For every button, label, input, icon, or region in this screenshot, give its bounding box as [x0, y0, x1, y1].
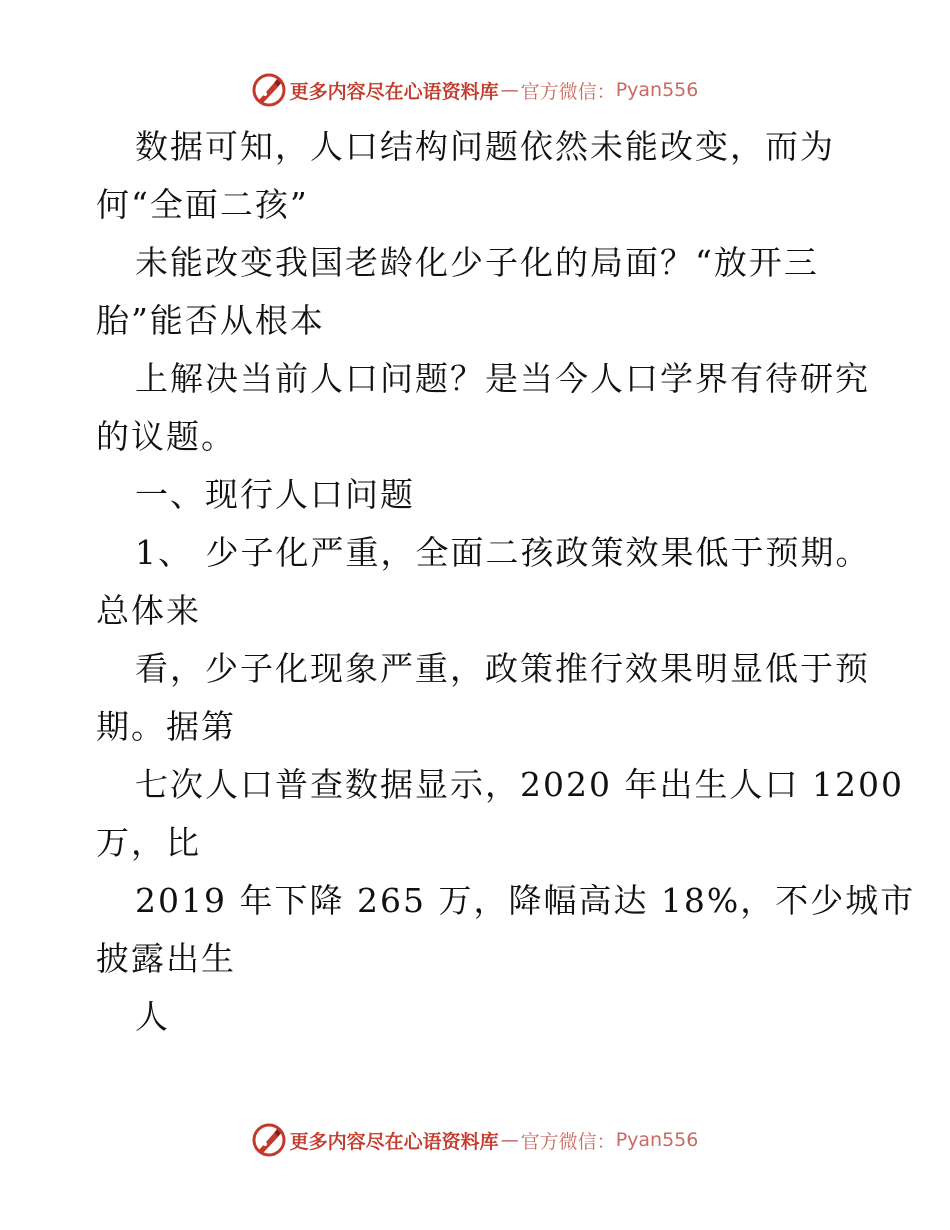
text-line: 万，比	[96, 823, 201, 862]
header-watermark	[0, 70, 950, 110]
section-heading: 一、现行人口问题	[135, 475, 415, 514]
text-line: 胎”能否从根本	[96, 301, 325, 340]
text-line: 期。据第	[96, 707, 236, 746]
text-line: 人	[135, 997, 170, 1036]
watermark-id: Pyan556	[615, 1129, 699, 1151]
watermark-label: 官方微信：	[520, 80, 616, 103]
text-line: 七次人口普查数据显示，2020 年出生人口 1200	[135, 765, 904, 804]
document-body	[96, 118, 916, 1046]
text-line: 上解决当前人口问题？是当今人口学界有待研究	[135, 359, 870, 398]
watermark	[252, 73, 699, 107]
watermark-id: Pyan556	[615, 79, 699, 101]
footer-watermark	[0, 1120, 950, 1160]
pen-logo-icon	[252, 1123, 286, 1157]
pen-logo-icon	[252, 73, 286, 107]
watermark	[252, 1123, 699, 1157]
watermark-dash: —	[500, 79, 519, 101]
watermark-label: 官方微信：	[520, 1130, 616, 1153]
text-line: 披露出生	[96, 939, 236, 978]
text-line: 1、 少子化严重，全面二孩政策效果低于预期。	[135, 533, 871, 572]
text-line: 何“全面二孩”	[96, 185, 309, 224]
text-line: 未能改变我国老龄化少子化的局面？“放开三	[135, 243, 819, 282]
text-line: 数据可知，人口结构问题依然未能改变，而为	[135, 127, 835, 166]
watermark-main-text: 更多内容尽在心语资料库	[289, 80, 499, 103]
watermark-dash: —	[500, 1129, 519, 1151]
text-line: 总体来	[96, 591, 201, 630]
text-line: 看，少子化现象严重，政策推行效果明显低于预	[135, 649, 870, 688]
text-line: 2019 年下降 265 万，降幅高达 18%，不少城市	[135, 881, 916, 920]
watermark-main-text: 更多内容尽在心语资料库	[289, 1130, 499, 1153]
text-line: 的议题。	[96, 417, 236, 456]
